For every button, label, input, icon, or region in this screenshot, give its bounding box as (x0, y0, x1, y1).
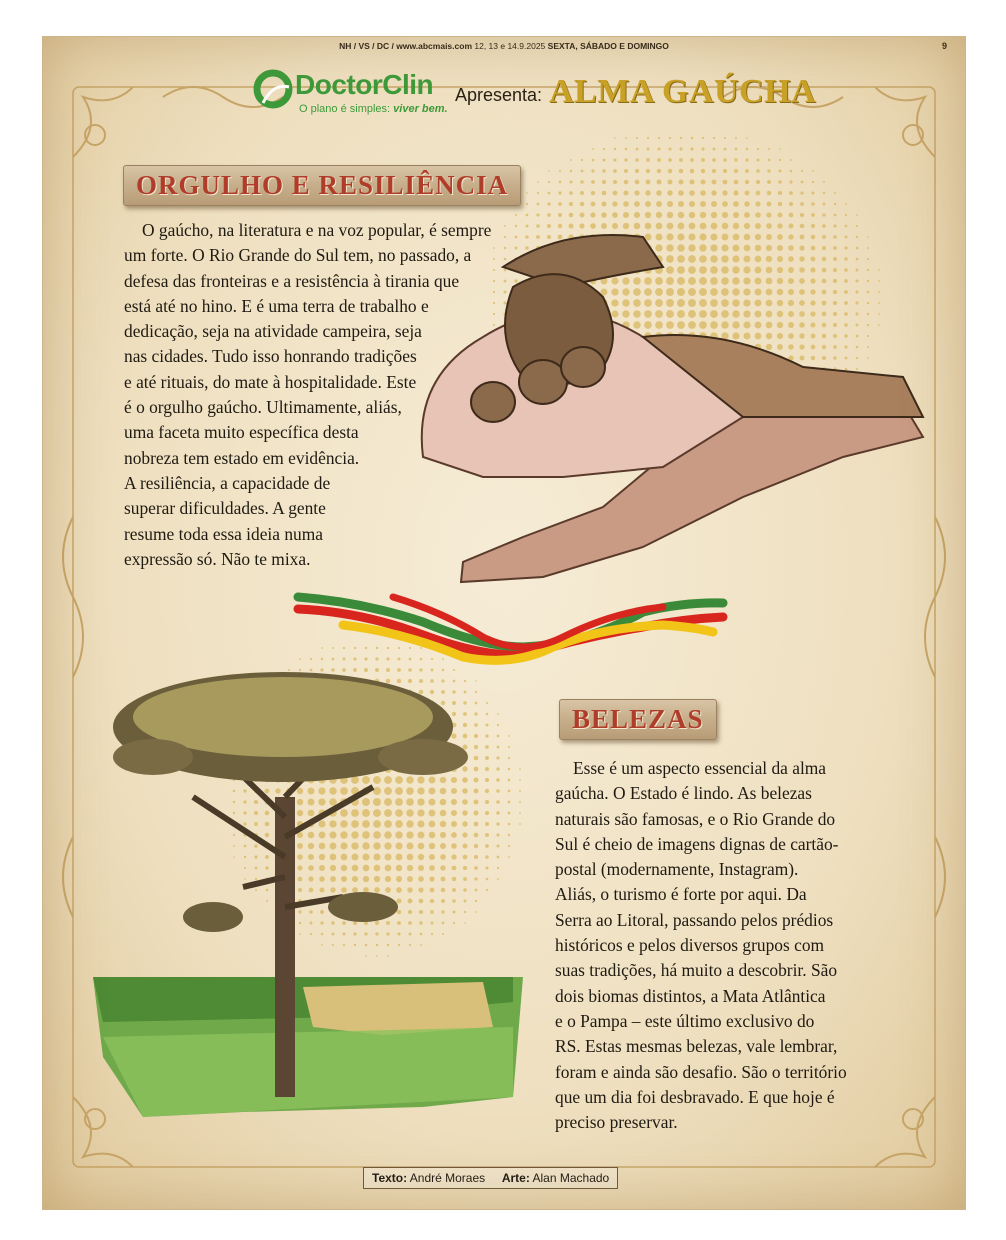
article-line: preciso preservar. (555, 1112, 678, 1133)
edition-label: NH / VS / DC / www.abcmais.com (339, 41, 472, 51)
article-line: que um dia foi desbravado. E que hoje é (555, 1086, 835, 1107)
logo-brand: DoctorClin (295, 69, 434, 100)
edition-days: SEXTA, SÁBADO E DOMINGO (547, 41, 669, 51)
article-line: Serra ao Litoral, passando pelos prédios (555, 909, 834, 930)
credit-text-label: Texto: (372, 1171, 408, 1185)
article-line: históricos e pelos diversos grupos com (555, 935, 825, 956)
slogan-prefix: O plano é simples: (299, 103, 391, 115)
credit-art-author: Alan Machado (532, 1171, 610, 1185)
article-line: superar dificuldades. A gente (124, 498, 326, 519)
credit-text-author: André Moraes (409, 1171, 486, 1185)
article-line: uma faceta muito específica desta (124, 422, 359, 443)
article-line: nobreza tem estado em evidência. (124, 447, 360, 468)
article-line: e até rituais, do mate à hospitalidade. Este (124, 371, 417, 392)
credits-box (363, 1167, 618, 1189)
slogan-bold: viver bem. (393, 103, 448, 115)
article-line: expressão só. Não te mixa. (124, 548, 311, 569)
section-title: ALMA GAÚCHA (549, 73, 817, 110)
article-line: Sul é cheio de imagens dignas de cartão- (555, 833, 839, 854)
article-line: naturais são famosas, e o Rio Grande do (555, 808, 836, 829)
edition-dates: 12, 13 e 14.9.2025 (474, 41, 546, 51)
sponsor-logo (251, 67, 471, 119)
araucaria-landscape (93, 672, 523, 1117)
article-line: Aliás, o turismo é forte por aqui. Da (555, 884, 807, 905)
article-orgulho-body (124, 218, 554, 572)
article-line: um forte. O Rio Grande do Sul tem, no passado, a (124, 245, 472, 266)
article-line: O gaúcho, na literatura e na voz popular, é sempre (142, 220, 492, 240)
logo-slogan (299, 103, 448, 115)
article-line: gaúcha. O Estado é lindo. As belezas (555, 783, 812, 804)
article-line: Esse é um aspecto essencial da alma (573, 758, 827, 778)
article-line: defesa das fronteiras e a resistência à tirania que (124, 270, 460, 291)
article-line: suas tradições, há muito a descobrir. São (555, 960, 838, 981)
article-line: resume toda essa ideia numa (124, 523, 323, 544)
article-line: A resiliência, a capacidade de (124, 472, 331, 493)
article-line: está até no hino. E é uma terra de trabalho e (124, 295, 429, 316)
article-line: e o Pampa – este último exclusivo do (555, 1010, 815, 1031)
article-line: postal (modernamente, Instagram). (555, 859, 799, 880)
article-line: dedicação, seja na atividade campeira, seja (124, 321, 422, 342)
article-line: foram e ainda são desafio. São o território (555, 1061, 847, 1082)
presents-label: Apresenta: (455, 85, 543, 105)
edition-line (43, 41, 965, 51)
newspaper-page (42, 36, 966, 1210)
heading-belezas: BELEZAS (559, 699, 717, 740)
article-line: é o orgulho gaúcho. Ultimamente, aliás, (124, 397, 402, 418)
article-belezas-body (555, 756, 905, 1135)
page-number: 9 (941, 41, 947, 51)
rs-flag-ribbon (298, 597, 723, 660)
credit-art-label: Arte: (501, 1171, 530, 1185)
article-line: dois biomas distintos, a Mata Atlântica (555, 985, 826, 1006)
heading-orgulho: ORGULHO E RESILIÊNCIA (123, 165, 521, 206)
article-line: nas cidades. Tudo isso honrando tradições (124, 346, 417, 367)
article-line: RS. Estas mesmas belezas, vale lembrar, (555, 1036, 838, 1057)
